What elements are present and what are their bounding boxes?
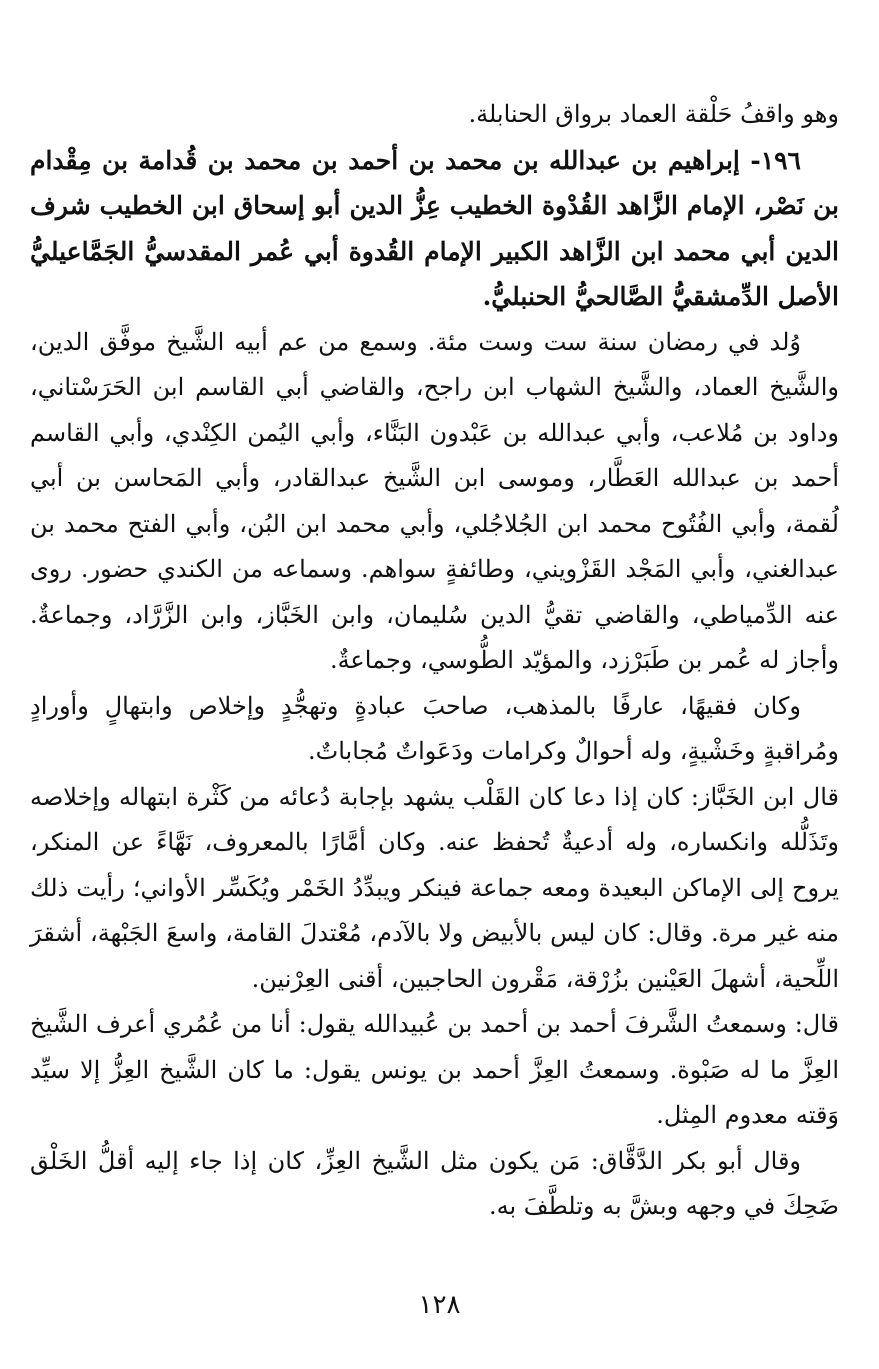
paragraph-birth-and-teachers: وُلد في رمضان سنة ست وست مئة. وسمع من عم أبيه الشَّيخ موفَّق الدين، والشَّيخ العماد، والشَّيخ الشهاب ابن راجح، والقاضي أبي القاسم ابن الحَرَسْتاني، وداود بن مُلاعب، وأبي عبدالله بن عَبْدون البَنَّاء، وأبي اليُمن الكِنْدي، وأبي القاسم أحمد بن عبدالله العَطَّار، وموسى ابن الشَّيخ عبدالقادر، وأبي المَحاسن بن أبي لُقمة، وأبي الفُتُوح محمد ابن الجُلاجُلي، وأبي محمد ابن البُن، وأبي الفتح محمد بن عبدالغني، وأبي المَجْد القَزْويني، وطائفةٍ سواهم. وسماعه من الكندي حضور. روى عنه الدِّمياطي، والقاضي تقيُّ الدين سُليمان، وابن الخَبَّاز، وابن الزَّرَّاد، وجماعةٌ. وأجاز له عُمر بن طَبَرْزد، والمؤيّد الطُّوسي، وجماعةٌ. xyxy=(30,327,839,674)
page-number: ١٢٨ xyxy=(418,1290,461,1320)
paragraph-character: وكان فقيهًا، عارفًا بالمذهب، صاحبَ عبادةٍ وتهجُّدٍ وإخلاص وابتهالٍ وأورادٍ ومُراقبةٍ وخَشْيةٍ، وله أحوالٌ وكرامات ودَعَواتٌ مُجاباتٌ. xyxy=(30,691,839,765)
paragraph-al-daqqaq: وقال أبو بكر الدَّقَّاق: مَن يكون مثل الشَّيخ العِزِّ، كان إذا جاء إليه أقلُّ الخَلْق ضَحِكَ في وجهه وبشَّ به وتلطَّفَ به. xyxy=(30,1146,839,1220)
paragraph-testimonies: قال: وسمعتُ الشَّرفَ أحمد بن أحمد بن عُبيدالله يقول: أنا من عُمُري أعرف الشَّيخ العِزَّ ما له صَبْوة. وسمعتُ العِزَّ أحمد بن يونس يقول: ما كان الشَّيخ العِزُّ إلا سيِّد وَقته معدوم المِثل. xyxy=(30,1010,839,1129)
page-body-text xyxy=(30,92,839,1230)
paragraph-ibn-al-khabbaz: قال ابن الخَبَّاز: كان إذا دعا كان القَلْب يشهد بإجابة دُعائه من كَثْرة ابتهاله وإخلاصه وتَذَلُّله وانكساره، وله أدعيةٌ تُحفظ عنه. وكان أمَّارًا بالمعروف، نَهَّاءً عن المنكر، يروح إلى الإماكن البعيدة ومعه جماعة فينكر ويبدِّدُ الخَمْر ويُكَسِّر الأواني؛ رأيت ذلك منه غير مرة. وقال: كان ليس بالأبيض ولا بالآدم، مُعْتدلَ القامة، واسعَ الجَبْهة، أشقرَ اللِّحية، أشهلَ العَيْنين بزُرْقة، مَقْرون الحاجبين، أقنى العِرْنين. xyxy=(30,782,839,993)
continuation-line: وهو واقفُ حَلْقة العماد برواق الحنابلة. xyxy=(468,100,839,128)
biography-entry-heading: ١٩٦- إبراهيم بن عبدالله بن محمد بن أحمد بن محمد بن قُدامة بن مِقْدام بن نَصْر، الإمام الزَّاهد القُدْوة الخطيب عِزُّ الدين أبو إسحاق ابن الخطيب شرف الدين أبي محمد ابن الزَّاهد الكبير الإمام القُدوة أبي عُمر المقدسيُّ الجَمَّاعيليُّ الأصل الدِّمشقيُّ الصَّالحيُّ الحنبليُّ. xyxy=(30,145,839,311)
